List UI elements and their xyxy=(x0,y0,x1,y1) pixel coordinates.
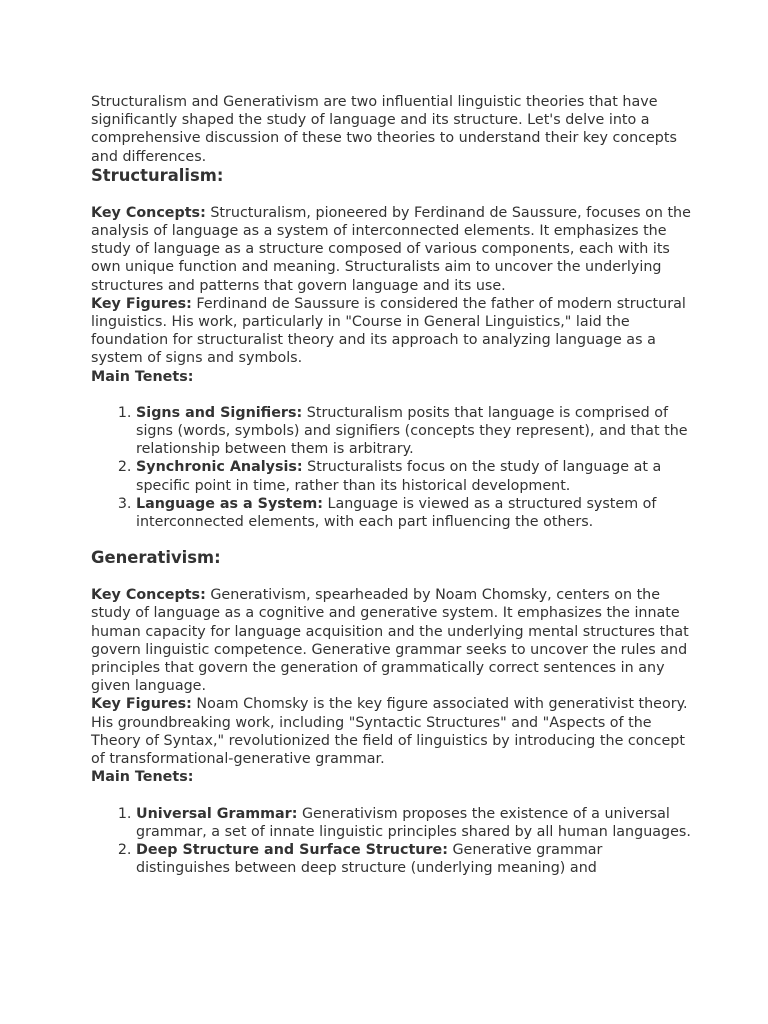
structuralism-key-figures xyxy=(91,295,691,368)
intro-paragraph: Structuralism and Generativism are two influential linguistic theories that have significantly shaped the study of language and its structure. Let's delve into a comprehensive discussion of these two theories to understand their key concepts and differences. xyxy=(91,94,677,165)
main-tenets-label: Main Tenets: xyxy=(91,368,194,385)
list-item xyxy=(136,841,691,877)
key-figures-text: Ferdinand de Saussure is considered the father of modern structural linguistics. His work, particularly in "Course in General Linguistics," laid the foundation for structuralist theory and its approach to analyzing language as a system of signs and symbols. xyxy=(91,295,686,367)
structuralism-heading: Structuralism: xyxy=(91,165,224,185)
generativism-tenets-list xyxy=(91,805,691,878)
key-concepts-label: Key Concepts: xyxy=(91,587,206,604)
tenet-title: Signs and Signifiers: xyxy=(136,404,303,421)
list-item xyxy=(136,805,691,841)
generativism-heading: Generativism: xyxy=(91,548,221,568)
tenet-text: Language is viewed as a structured system of interconnected elements, with each part influencing the others. xyxy=(136,495,657,531)
generativism-main-tenets-label xyxy=(91,768,691,786)
tenet-title: Synchronic Analysis: xyxy=(136,459,303,476)
structuralism-tenets-list xyxy=(91,404,691,531)
structuralism-main-tenets-label xyxy=(91,368,691,386)
key-concepts-text: Structuralism, pioneered by Ferdinand de Saussure, focuses on the analysis of language as a system of interconnected elements. It emphasizes the study of language as a structure composed of various components, each with its own unique function and meaning. Structuralists aim to uncover the underlying structures and patterns that govern language and its use. xyxy=(91,204,691,294)
tenet-text: Generativism proposes the existence of a universal grammar, a set of innate linguistic principles shared by all human languages. xyxy=(136,805,691,840)
tenet-text: Structuralism posits that language is comprised of signs (words, symbols) and signifiers (concepts they represent), and that the relationship between them is arbitrary. xyxy=(136,404,688,458)
tenet-title: Language as a System: xyxy=(136,495,323,512)
tenet-text: Generative grammar distinguishes between deep structure (underlying meaning) and xyxy=(136,841,603,877)
list-item xyxy=(136,404,691,459)
tenet-title: Deep Structure and Surface Structure: xyxy=(136,841,448,858)
key-figures-text: Noam Chomsky is the key figure associated with generativist theory. His groundbreaking work, including "Syntactic Structures" and "Aspects of the Theory of Syntax," revolutionized the field of linguistics by introducing the concept of transformational-generative grammar. xyxy=(91,696,688,768)
structuralism-key-concepts xyxy=(91,204,691,295)
generativism-key-figures xyxy=(91,695,691,768)
list-item xyxy=(136,495,691,531)
document-page xyxy=(91,93,691,877)
key-concepts-label: Key Concepts: xyxy=(91,204,206,221)
key-figures-label: Key Figures: xyxy=(91,295,192,312)
tenet-title: Universal Grammar: xyxy=(136,805,298,822)
main-tenets-label: Main Tenets: xyxy=(91,769,194,786)
key-concepts-text: Generativism, spearheaded by Noam Chomsky, centers on the study of language as a cognitive and generative system. It emphasizes the innate human capacity for language acquisition and the underlying mental structures that govern linguistic competence. Generative grammar seeks to uncover the rules and principles that govern the generation of grammatically correct sentences in any given language. xyxy=(91,587,689,695)
generativism-key-concepts xyxy=(91,586,691,695)
list-item xyxy=(136,458,691,494)
tenet-text: Structuralists focus on the study of language at a specific point in time, rather than its historical development. xyxy=(136,459,662,494)
key-figures-label: Key Figures: xyxy=(91,696,192,713)
